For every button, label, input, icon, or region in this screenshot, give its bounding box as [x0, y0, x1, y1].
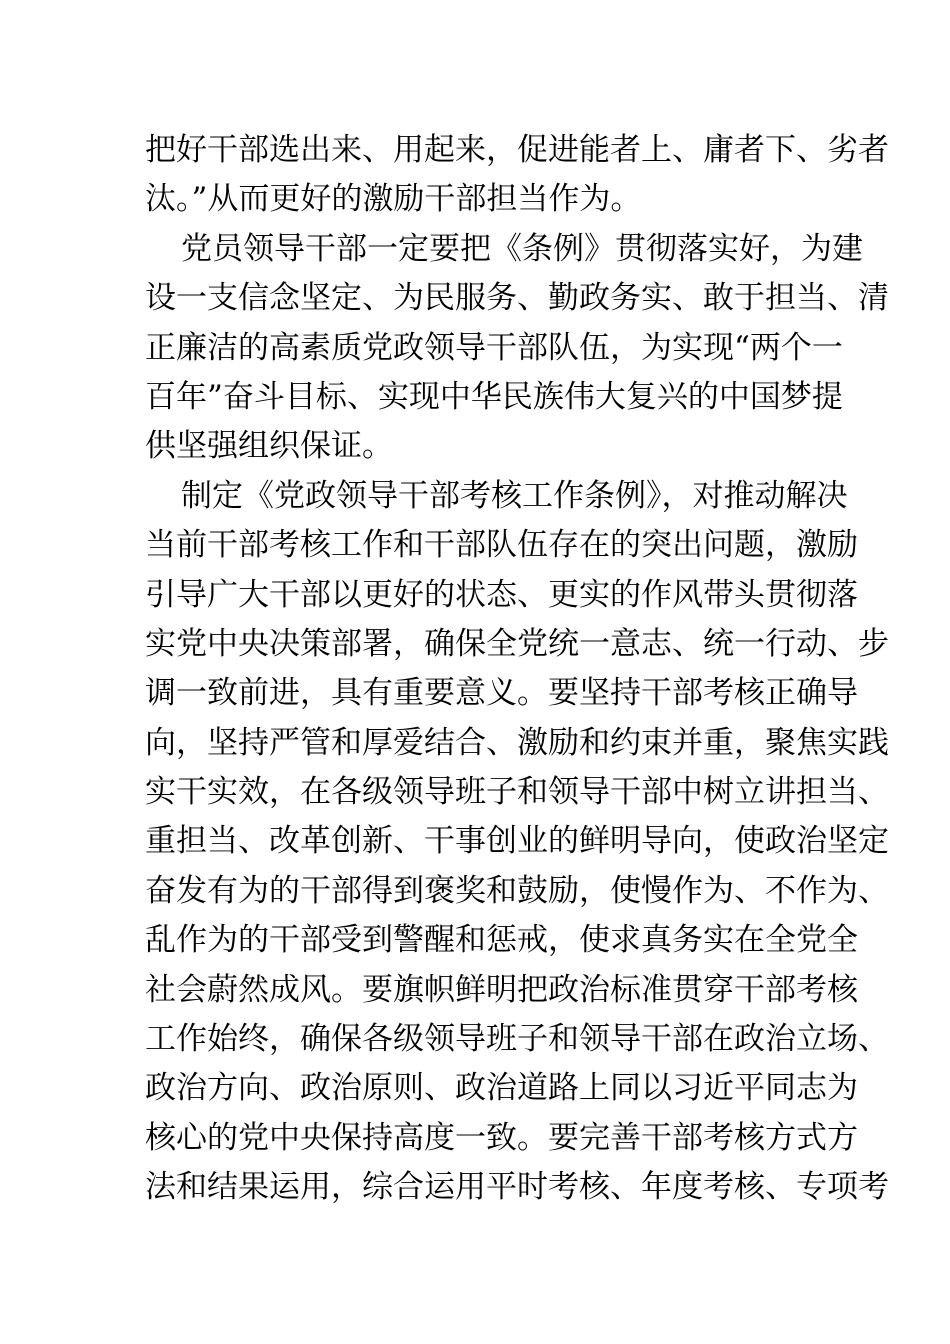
text-line: 重担当、改革创新、干事创业的鲜明导向，使政治坚定	[145, 823, 889, 860]
text-line: 核心的党中央保持高度一致。要完善干部考核方式方	[145, 1119, 858, 1156]
paragraph-regulation-implementation	[145, 225, 889, 472]
text-line: 汰。”从而更好的激励干部担当作为。	[145, 181, 642, 218]
text-line: 调一致前进，具有重要意义。要坚持干部考核正确导	[145, 675, 858, 712]
text-line: 实党中央决策部署，确保全党统一意志、统一行动、步	[145, 625, 889, 662]
text-line: 正廉洁的高素质党政领导干部队伍，为实现“两个一	[145, 329, 843, 366]
document-body	[145, 126, 889, 1213]
text-line: 实干实效，在各级领导班子和领导干部中树立讲担当、	[145, 774, 889, 811]
text-line: 党员领导干部一定要把《条例》贯彻落实好，为建	[181, 230, 863, 267]
text-line: 把好干部选出来、用起来，促进能者上、庸者下、劣者	[145, 132, 889, 168]
paragraph-assessment-regulation	[145, 472, 889, 1213]
text-line: 供坚强组织保证。	[145, 428, 393, 465]
text-line: 当前干部考核工作和干部队伍存在的突出问题，激励	[145, 527, 858, 564]
text-line: 百年”奋斗目标、实现中华民族伟大复兴的中国梦提	[145, 378, 843, 415]
text-line: 奋发有为的干部得到褒奖和鼓励，使慢作为、不作为、	[145, 872, 889, 909]
paragraph-continuation	[145, 126, 889, 225]
text-line: 社会蔚然成风。要旗帜鲜明把政治标准贯穿干部考核	[145, 971, 858, 1008]
text-line: 引导广大干部以更好的状态、更实的作风带头贯彻落	[145, 576, 858, 613]
text-line: 乱作为的干部受到警醒和惩戒，使求真务实在全党全	[145, 922, 858, 959]
text-line: 制定《党政领导干部考核工作条例》，对推动解决	[181, 477, 848, 514]
text-line: 工作始终，确保各级领导班子和领导干部在政治立场、	[145, 1021, 889, 1058]
text-line: 设一支信念坚定、为民服务、勤政务实、敢于担当、清	[145, 280, 889, 317]
text-line: 政治方向、政治原则、政治道路上同以习近平同志为	[145, 1070, 858, 1107]
text-line: 法和结果运用，综合运用平时考核、年度考核、专项考	[145, 1169, 889, 1206]
text-line: 向，坚持严管和厚爱结合、激励和约束并重，聚焦实践	[145, 724, 889, 761]
